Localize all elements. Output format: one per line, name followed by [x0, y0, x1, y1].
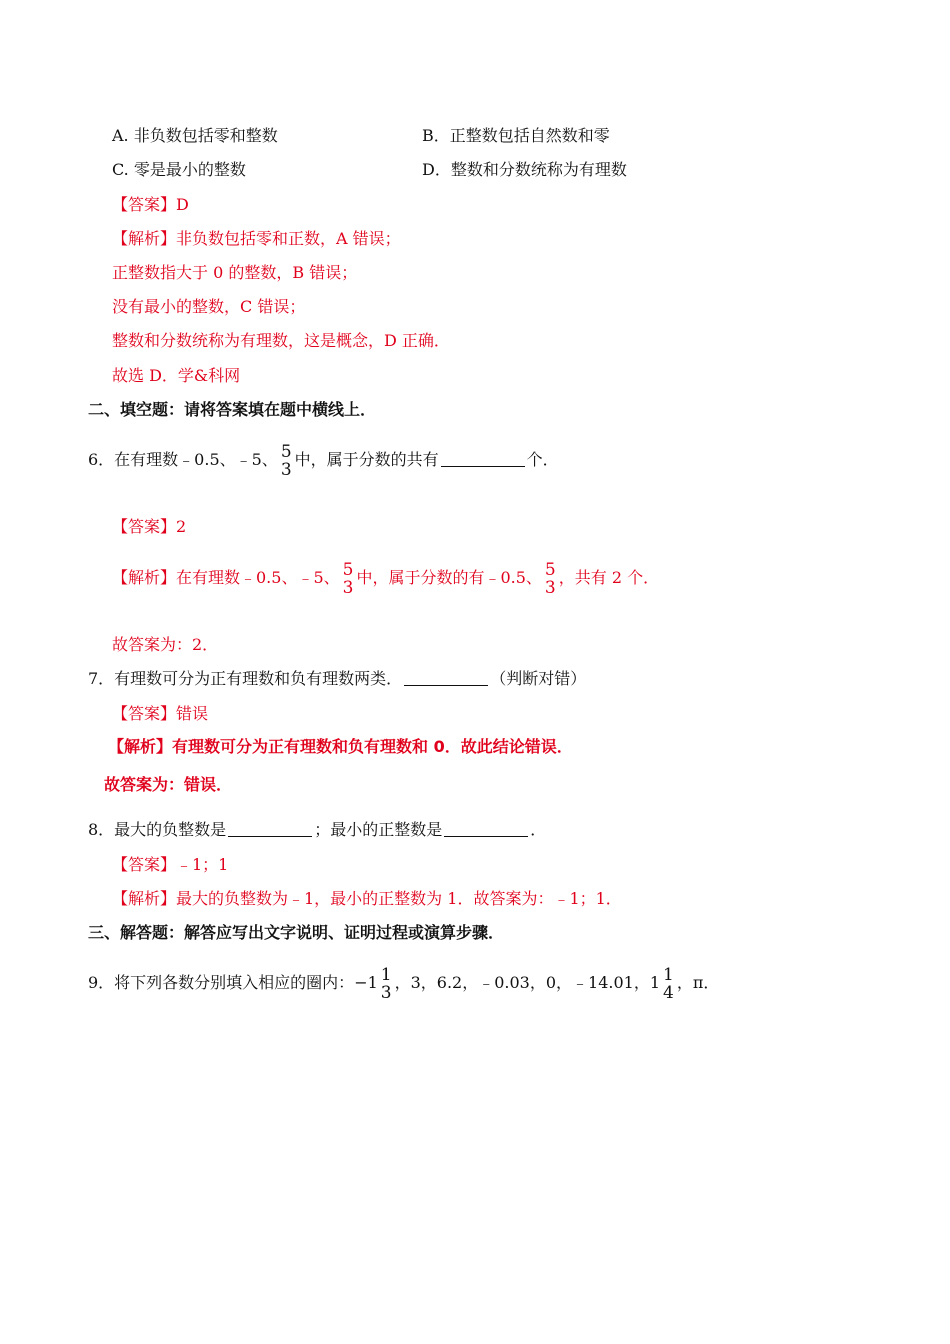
q6-blank [441, 452, 525, 467]
fraction-1-4 [662, 966, 675, 1002]
q8-blank-2 [444, 822, 528, 837]
q6-suffix-2: 个． [526, 450, 559, 469]
q5-answer: 【答案】D [112, 195, 189, 214]
fraction-numerator: 5 [544, 559, 556, 580]
q5-analysis-line-5: 故选 D．学&科网 [112, 366, 241, 385]
fraction-numerator: 5 [342, 559, 354, 580]
fraction-5-3 [342, 561, 355, 597]
option-d: D．整数和分数统称为有理数 [422, 160, 627, 179]
fraction-numerator: 1 [380, 964, 392, 985]
option-a: A. 非负数包括零和整数 [112, 126, 278, 145]
fraction-denominator: 3 [280, 459, 292, 480]
fraction-5-3 [280, 443, 293, 479]
q8-analysis: 【解析】最大的负整数为﹣1，最小的正整数为 1．故答案为：﹣1；1． [112, 889, 622, 908]
fraction-denominator: 3 [544, 577, 556, 598]
fraction-denominator: 3 [342, 577, 354, 598]
q9-middle: ，3，6.2，﹣0.03，0，﹣14.01， [394, 973, 650, 992]
q7-analysis: 【解析】有理数可分为正有理数和负有理数和 0．故此结论错误． [108, 737, 573, 756]
q9-prefix: 9．将下列各数分别填入相应的圈内： [88, 973, 355, 992]
q6-analysis-c: ，共有 2 个． [558, 568, 660, 587]
q8-stem-2: ；最小的正整数是 [314, 820, 443, 839]
q6-conclusion: 故答案为：2． [112, 635, 219, 654]
q7-conclusion: 故答案为：错误． [104, 775, 233, 794]
fraction-1-3 [380, 966, 393, 1002]
q8-stem-1: 8．最大的负整数是 [88, 820, 227, 839]
q9-stem [88, 955, 719, 1011]
q6-analysis-b: 中，属于分数的有﹣0.5、 [356, 568, 542, 587]
section-2-heading: 二、填空题：请将答案填在题中横线上． [88, 400, 377, 419]
fraction-numerator: 5 [280, 441, 292, 462]
option-b: B．正整数包括自然数和零 [422, 126, 610, 145]
section-3-heading: 三、解答题：解答应写出文字说明、证明过程或演算步骤． [88, 923, 505, 942]
q6-analysis [112, 550, 659, 606]
fraction-denominator: 4 [663, 982, 674, 1003]
fraction-numerator: 1 [663, 964, 674, 985]
option-c: C. 零是最小的整数 [112, 160, 246, 179]
q8-blank-1 [228, 822, 312, 837]
q5-analysis-line-2: 正整数指大于 0 的整数，B 错误； [112, 263, 358, 282]
q6-stem [88, 432, 559, 488]
q7-stem [88, 669, 586, 689]
q8-stem [88, 820, 546, 840]
q5-analysis-line-1: 【解析】非负数包括零和正数，A 错误； [112, 229, 401, 248]
q9-tail: ，π． [676, 973, 720, 992]
q7-tail: （判断对错） [490, 669, 587, 688]
q6-analysis-a: 【解析】在有理数﹣0.5、﹣5、 [112, 568, 340, 587]
mixed-number-whole: −1 [354, 973, 378, 992]
q8-answer: 【答案】﹣1；1 [112, 855, 229, 874]
q6-suffix-1: 中，属于分数的共有 [294, 450, 439, 469]
q6-prefix: 6．在有理数﹣0.5、﹣5、 [88, 450, 278, 469]
mixed-number-whole: 1 [649, 973, 661, 992]
fraction-denominator: 3 [380, 982, 392, 1003]
q6-answer: 【答案】2 [112, 517, 187, 536]
q5-analysis-line-3: 没有最小的整数，C 错误； [112, 297, 306, 316]
q7-answer: 【答案】错误 [112, 704, 209, 723]
q8-stem-3: ． [530, 820, 547, 839]
q7-stem-text: 7．有理数可分为正有理数和负有理数两类． [88, 669, 403, 688]
fraction-5-3 [544, 561, 557, 597]
q7-blank [404, 671, 488, 686]
q5-analysis-line-4: 整数和分数统称为有理数，这是概念，D 正确． [112, 331, 450, 350]
